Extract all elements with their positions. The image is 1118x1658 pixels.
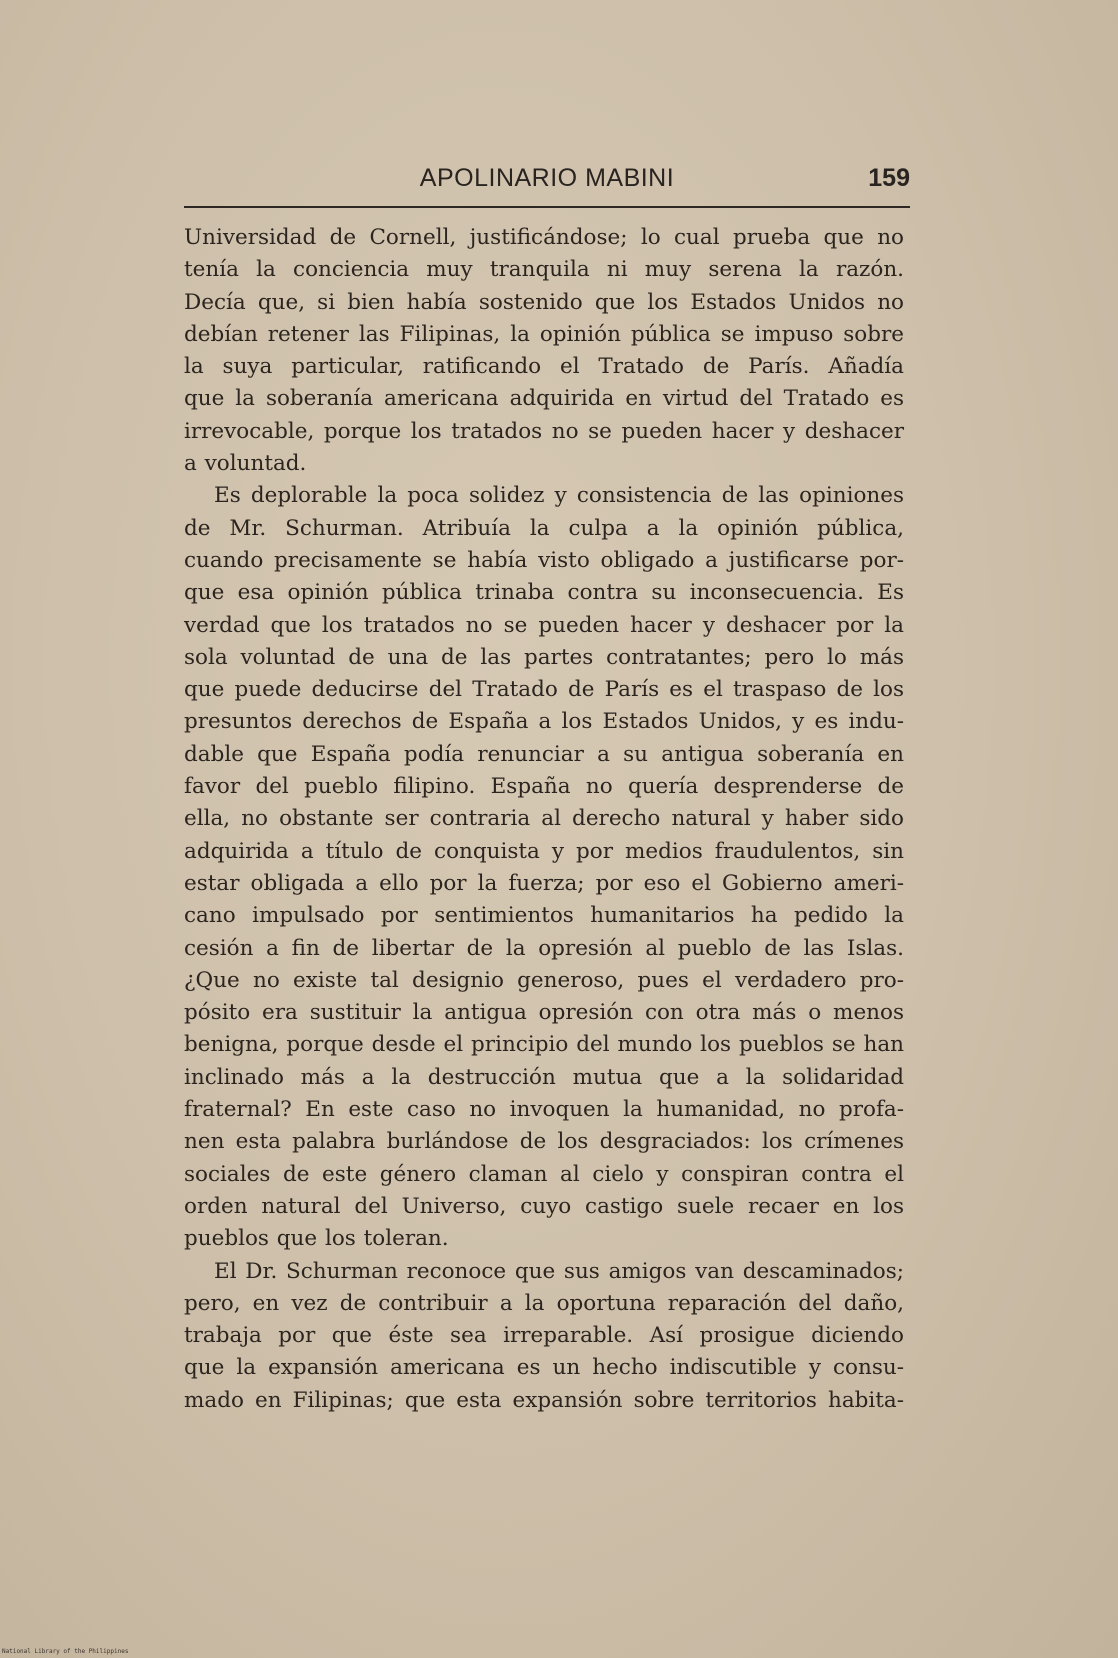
text-line: ¿Que no existe tal designio generoso, pues el verdadero pro- — [184, 967, 904, 993]
text-line: la suya particular, ratificando el Tratado de París. Añadía — [184, 354, 904, 380]
text-line: que puede deducirse del Tratado de París es el traspaso de los — [184, 677, 904, 703]
text-line: que esa opinión pública trinaba contra su inconsecuencia. Es — [184, 580, 904, 606]
text-line: de Mr. Schurman. Atribuía la culpa a la opinión pública, — [184, 515, 904, 541]
paragraph-1 — [184, 222, 904, 480]
text-line: fraternal? En este caso no invoquen la humanidad, no profa- — [184, 1097, 904, 1123]
paragraph-2 — [184, 480, 904, 1255]
text-line: a voluntad. — [184, 451, 307, 477]
text-line: presuntos derechos de España a los Estados Unidos, y es indu- — [184, 709, 904, 735]
text-line: que la soberanía americana adquirida en virtud del Tratado es — [184, 386, 904, 412]
text-line: favor del pueblo filipino. España no quería desprenderse de — [184, 774, 904, 800]
text-line: orden natural del Universo, cuyo castigo suele recaer en los — [184, 1193, 904, 1219]
text-line: estar obligada a ello por la fuerza; por eso el Gobierno ameri- — [184, 870, 904, 896]
text-line: debían retener las Filipinas, la opinión pública se impuso sobre — [184, 321, 904, 347]
text-line: pero, en vez de contribuir a la oportuna reparación del daño, — [184, 1290, 904, 1316]
text-line: cano impulsado por sentimientos humanitarios ha pedido la — [184, 903, 904, 929]
body-text — [184, 222, 904, 1417]
header-rule — [184, 206, 910, 208]
text-line: El Dr. Schurman reconoce que sus amigos van descaminados; — [214, 1258, 904, 1284]
text-line: sociales de este género claman al cielo y conspiran contra el — [184, 1161, 904, 1187]
library-watermark: National Library of the Philippines — [2, 1648, 129, 1655]
running-head — [184, 164, 910, 204]
text-line: cesión a fin de libertar de la opresión al pueblo de las Islas. — [184, 935, 904, 961]
text-line: Universidad de Cornell, justificándose; lo cual prueba que no — [184, 225, 904, 250]
text-line: que la expansión americana es un hecho indiscutible y consu- — [184, 1355, 904, 1381]
text-line: verdad que los tratados no se pueden hacer y deshacer por la — [184, 612, 904, 638]
text-line: adquirida a título de conquista y por medios fraudulentos, sin — [184, 838, 904, 864]
text-line: Decía que, si bien había sostenido que los Estados Unidos no — [184, 289, 904, 315]
text-line: Es deplorable la poca solidez y consistencia de las opiniones — [214, 483, 904, 509]
text-line: pósito era sustituir la antigua opresión con otra más o menos — [184, 1000, 904, 1026]
paragraph-3 — [184, 1256, 904, 1417]
text-line: trabaja por que éste sea irreparable. Así prosigue diciendo — [184, 1323, 904, 1349]
text-line: benigna, porque desde el principio del mundo los pueblos se han — [184, 1032, 904, 1058]
text-line: inclinado más a la destrucción mutua que a la solidaridad — [184, 1064, 904, 1090]
running-head-title: APOLINARIO MABINI — [419, 164, 675, 192]
text-line: ella, no obstante ser contraria al derecho natural y haber sido — [184, 806, 904, 832]
text-line: nen esta palabra burlándose de los desgraciados: los crímenes — [184, 1129, 904, 1155]
page-number: 159 — [868, 164, 910, 192]
text-line: mado en Filipinas; que esta expansión sobre territorios habita- — [184, 1387, 904, 1413]
text-line: tenía la conciencia muy tranquila ni muy serena la razón. — [184, 257, 904, 283]
text-line: pueblos que los toleran. — [184, 1226, 449, 1252]
text-line: dable que España podía renunciar a su antigua soberanía en — [184, 741, 904, 767]
text-line: cuando precisamente se había visto obligado a justificarse por- — [184, 547, 904, 573]
text-line: irrevocable, porque los tratados no se pueden hacer y deshacer — [184, 418, 904, 444]
text-line: sola voluntad de una de las partes contratantes; pero lo más — [184, 644, 904, 670]
